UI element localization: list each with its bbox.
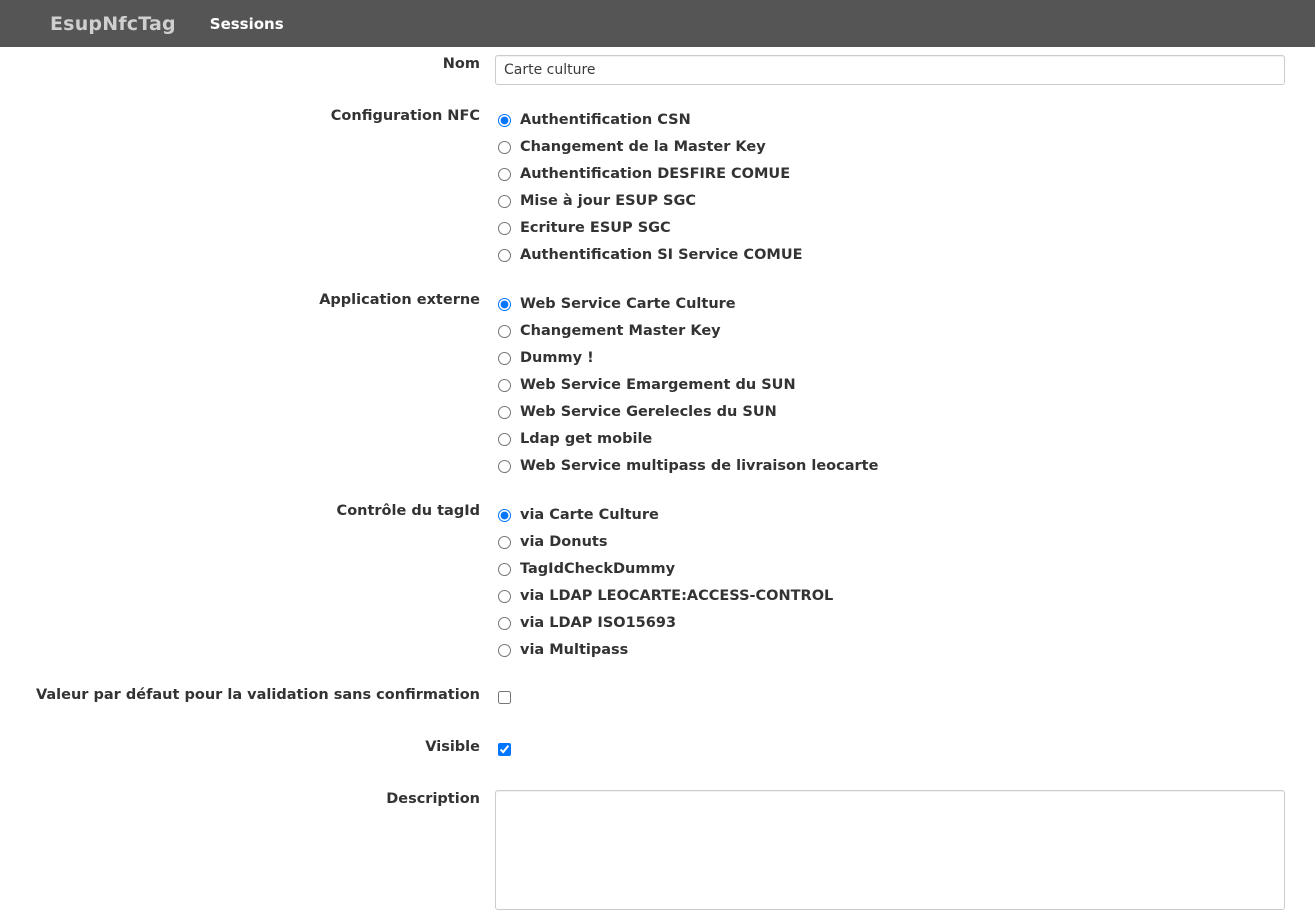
- radio-tagid-0[interactable]: [498, 509, 511, 522]
- radio-tagid-2[interactable]: [498, 563, 511, 576]
- radio-config-2[interactable]: [498, 168, 511, 181]
- radio-appext-3-label: Web Service Emargement du SUN: [520, 377, 796, 393]
- control-description: [495, 790, 1315, 914]
- radio-config-1[interactable]: [498, 141, 511, 154]
- radio-group-configuration-nfc: [495, 107, 1300, 269]
- brand-link[interactable]: EsupNfcTag: [50, 12, 176, 35]
- radio-option-config-0[interactable]: [495, 107, 1300, 134]
- radio-config-4[interactable]: [498, 222, 511, 235]
- radio-tagid-3[interactable]: [498, 590, 511, 603]
- radio-option-tagid-1[interactable]: [495, 529, 1300, 556]
- visible-checkbox[interactable]: [498, 743, 511, 756]
- field-row-application-externe: [0, 291, 1315, 480]
- radio-option-config-4[interactable]: [495, 215, 1300, 242]
- session-form: [0, 47, 1315, 914]
- nav-item-sessions[interactable]: Sessions: [209, 14, 284, 33]
- radio-config-5[interactable]: [498, 249, 511, 262]
- radio-config-4-label: Ecriture ESUP SGC: [520, 220, 671, 236]
- label-validation-sans-confirmation: Valeur par défaut pour la validation sans confirmation: [35, 687, 480, 703]
- radio-group-application-externe: [495, 291, 1300, 480]
- radio-config-2-label: Authentification DESFIRE COMUE: [520, 166, 791, 182]
- radio-option-tagid-0[interactable]: [495, 502, 1300, 529]
- radio-tagid-2-label: TagIdCheckDummy: [520, 561, 676, 577]
- radio-option-config-2[interactable]: [495, 161, 1300, 188]
- label-controle-tagid: Contrôle du tagId: [336, 503, 480, 519]
- nom-input[interactable]: [495, 55, 1285, 85]
- control-configuration-nfc: [495, 107, 1315, 269]
- radio-option-appext-0[interactable]: [495, 291, 1300, 318]
- radio-option-appext-6[interactable]: [495, 453, 1300, 480]
- radio-tagid-3-label: via LDAP LEOCARTE:ACCESS-CONTROL: [520, 588, 834, 604]
- radio-appext-3[interactable]: [498, 379, 511, 392]
- control-application-externe: [495, 291, 1315, 480]
- label-nom: Nom: [442, 56, 480, 72]
- radio-tagid-0-label: via Carte Culture: [520, 507, 659, 523]
- radio-appext-1-label: Changement Master Key: [520, 323, 721, 339]
- description-textarea[interactable]: [495, 790, 1285, 910]
- radio-option-tagid-4[interactable]: [495, 610, 1300, 637]
- radio-appext-2-label: Dummy !: [520, 350, 594, 366]
- radio-tagid-1-label: via Donuts: [520, 534, 608, 550]
- radio-config-0-label: Authentification CSN: [520, 112, 691, 128]
- radio-tagid-1[interactable]: [498, 536, 511, 549]
- radio-option-appext-1[interactable]: [495, 318, 1300, 345]
- radio-appext-0-label: Web Service Carte Culture: [520, 296, 736, 312]
- control-validation-sans-confirmation: [495, 686, 1315, 708]
- radio-config-3-label: Mise à jour ESUP SGC: [520, 193, 696, 209]
- radio-appext-4[interactable]: [498, 406, 511, 419]
- label-description: Description: [386, 791, 480, 807]
- field-row-nom: [0, 55, 1315, 85]
- label-visible: Visible: [425, 739, 480, 755]
- control-controle-tagid: [495, 502, 1315, 664]
- radio-appext-2[interactable]: [498, 352, 511, 365]
- radio-config-0[interactable]: [498, 114, 511, 127]
- radio-option-tagid-3[interactable]: [495, 583, 1300, 610]
- radio-option-tagid-2[interactable]: [495, 556, 1300, 583]
- radio-config-1-label: Changement de la Master Key: [520, 139, 766, 155]
- radio-tagid-4-label: via LDAP ISO15693: [520, 615, 677, 631]
- radio-option-appext-2[interactable]: [495, 345, 1300, 372]
- radio-appext-6[interactable]: [498, 460, 511, 473]
- radio-tagid-4[interactable]: [498, 617, 511, 630]
- radio-config-3[interactable]: [498, 195, 511, 208]
- radio-appext-5-label: Ldap get mobile: [520, 431, 653, 447]
- radio-option-config-5[interactable]: [495, 242, 1300, 269]
- radio-group-controle-tagid: [495, 502, 1300, 664]
- radio-config-5-label: Authentification SI Service COMUE: [520, 247, 803, 263]
- radio-option-appext-4[interactable]: [495, 399, 1300, 426]
- radio-option-appext-5[interactable]: [495, 426, 1300, 453]
- radio-appext-0[interactable]: [498, 298, 511, 311]
- radio-appext-1[interactable]: [498, 325, 511, 338]
- field-row-description: [0, 790, 1315, 914]
- top-navbar: [0, 0, 1315, 47]
- field-row-visible: [0, 738, 1315, 760]
- radio-option-config-3[interactable]: [495, 188, 1300, 215]
- control-visible: [495, 738, 1315, 760]
- radio-option-config-1[interactable]: [495, 134, 1300, 161]
- label-application-externe: Application externe: [319, 292, 480, 308]
- label-configuration-nfc: Configuration NFC: [330, 108, 480, 124]
- radio-appext-4-label: Web Service Gerelecles du SUN: [520, 404, 777, 420]
- radio-appext-6-label: Web Service multipass de livraison leocarte: [520, 458, 879, 474]
- field-row-controle-tagid: [0, 502, 1315, 664]
- control-nom: [495, 55, 1315, 85]
- radio-tagid-5[interactable]: [498, 644, 511, 657]
- field-row-validation-sans-confirmation: [0, 686, 1315, 708]
- radio-appext-5[interactable]: [498, 433, 511, 446]
- radio-option-appext-3[interactable]: [495, 372, 1300, 399]
- field-row-configuration-nfc: [0, 107, 1315, 269]
- radio-tagid-5-label: via Multipass: [520, 642, 629, 658]
- validation-sans-confirmation-checkbox[interactable]: [498, 691, 511, 704]
- radio-option-tagid-5[interactable]: [495, 637, 1300, 664]
